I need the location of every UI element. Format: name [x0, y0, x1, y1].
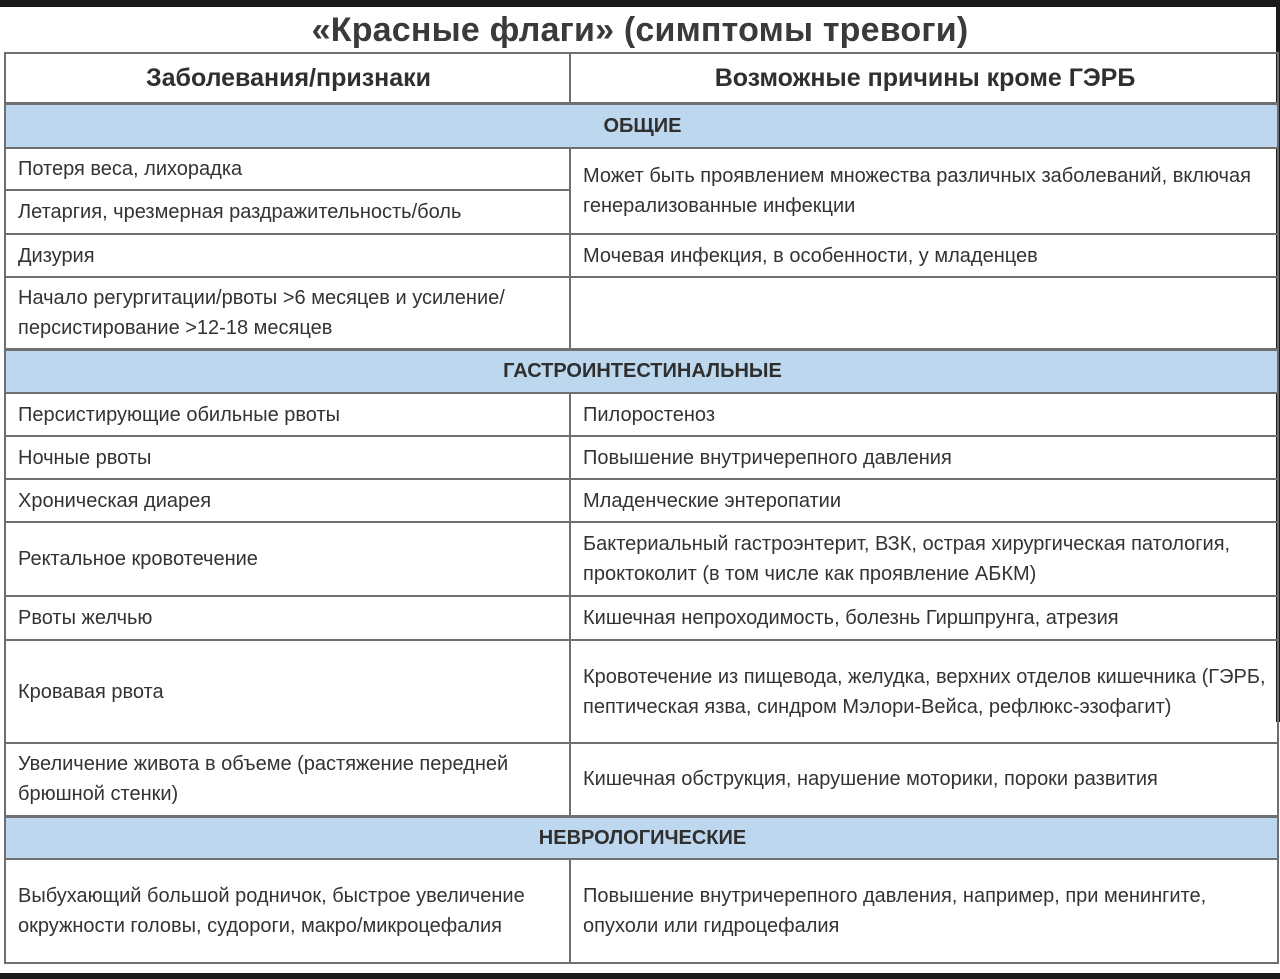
cause-cell: Младенческие энтеропатии: [570, 479, 1278, 522]
sign-cell: Рвоты желчью: [5, 596, 570, 640]
table-row: [5, 479, 1278, 522]
red-flags-table: [4, 52, 1279, 964]
section-title-gastro: ГАСТРОИНТЕСТИНАЛЬНЫЕ: [5, 349, 1278, 393]
cause-cell: Кишечная обструкция, нарушение моторики, пороки развития: [570, 743, 1278, 816]
bottom-frame-bar: [0, 973, 1280, 979]
cause-cell: Кровотечение из пищевода, желудка, верхних отделов кишечника (ГЭРБ, пептическая язва, синдром Мэлори-Вейса, рефлюкс-эзофагит): [570, 640, 1278, 743]
sign-cell: Хроническая диарея: [5, 479, 570, 522]
section-title-general: ОБЩИЕ: [5, 103, 1278, 148]
sign-cell: Ректальное кровотечение: [5, 522, 570, 596]
cause-cell: Кишечная непроходимость, болезнь Гиршпрунга, атрезия: [570, 596, 1278, 640]
header-causes: Возможные причины кроме ГЭРБ: [570, 53, 1278, 103]
table-row: [5, 436, 1278, 479]
cause-cell: Может быть проявлением множества различных заболеваний, включая генерализованные инфекции: [570, 148, 1278, 234]
cause-cell: Бактериальный гастроэнтерит, ВЗК, острая хирургическая патология, проктоколит (в том числе как проявление АБКМ): [570, 522, 1278, 596]
section-title-neuro: НЕВРОЛОГИЧЕСКИЕ: [5, 816, 1278, 859]
page-title: «Красные флаги» (симптомы тревоги): [311, 11, 969, 49]
section-row-gastro: [5, 349, 1278, 393]
table-row: [5, 743, 1278, 816]
cause-cell: [570, 277, 1278, 349]
sign-cell: Выбухающий большой родничок, быстрое увеличение окружности головы, судороги, макро/микроцефалия: [5, 859, 570, 963]
sign-cell: Кровавая рвота: [5, 640, 570, 743]
sign-cell: Ночные рвоты: [5, 436, 570, 479]
table-row: [5, 148, 1278, 190]
table-row: [5, 640, 1278, 743]
header-signs: Заболевания/признаки: [5, 53, 570, 103]
table-header-row: [5, 53, 1278, 103]
sign-cell: Персистирующие обильные рвоты: [5, 393, 570, 436]
table-row: [5, 234, 1278, 277]
cause-cell: Повышение внутричерепного давления, например, при менингите, опухоли или гидроцефалия: [570, 859, 1278, 963]
cause-cell: Повышение внутричерепного давления: [570, 436, 1278, 479]
cause-cell: Пилоростеноз: [570, 393, 1278, 436]
cause-cell: Мочевая инфекция, в особенности, у младенцев: [570, 234, 1278, 277]
sign-cell: Дизурия: [5, 234, 570, 277]
section-row-neuro: [5, 816, 1278, 859]
table-row: [5, 393, 1278, 436]
sign-cell: Начало регургитации/рвоты >6 месяцев и усиление/персистирование >12-18 месяцев: [5, 277, 570, 349]
sign-cell: Потеря веса, лихорадка: [5, 148, 570, 190]
table-row: [5, 596, 1278, 640]
table-row: [5, 859, 1278, 963]
top-frame-bar: [0, 0, 1280, 7]
section-row-general: [5, 103, 1278, 148]
sign-cell: Увеличение живота в объеме (растяжение передней брюшной стенки): [5, 743, 570, 816]
table-row: [5, 522, 1278, 596]
table-row: [5, 277, 1278, 349]
sign-cell: Летаргия, чрезмерная раздражительность/боль: [5, 190, 570, 234]
